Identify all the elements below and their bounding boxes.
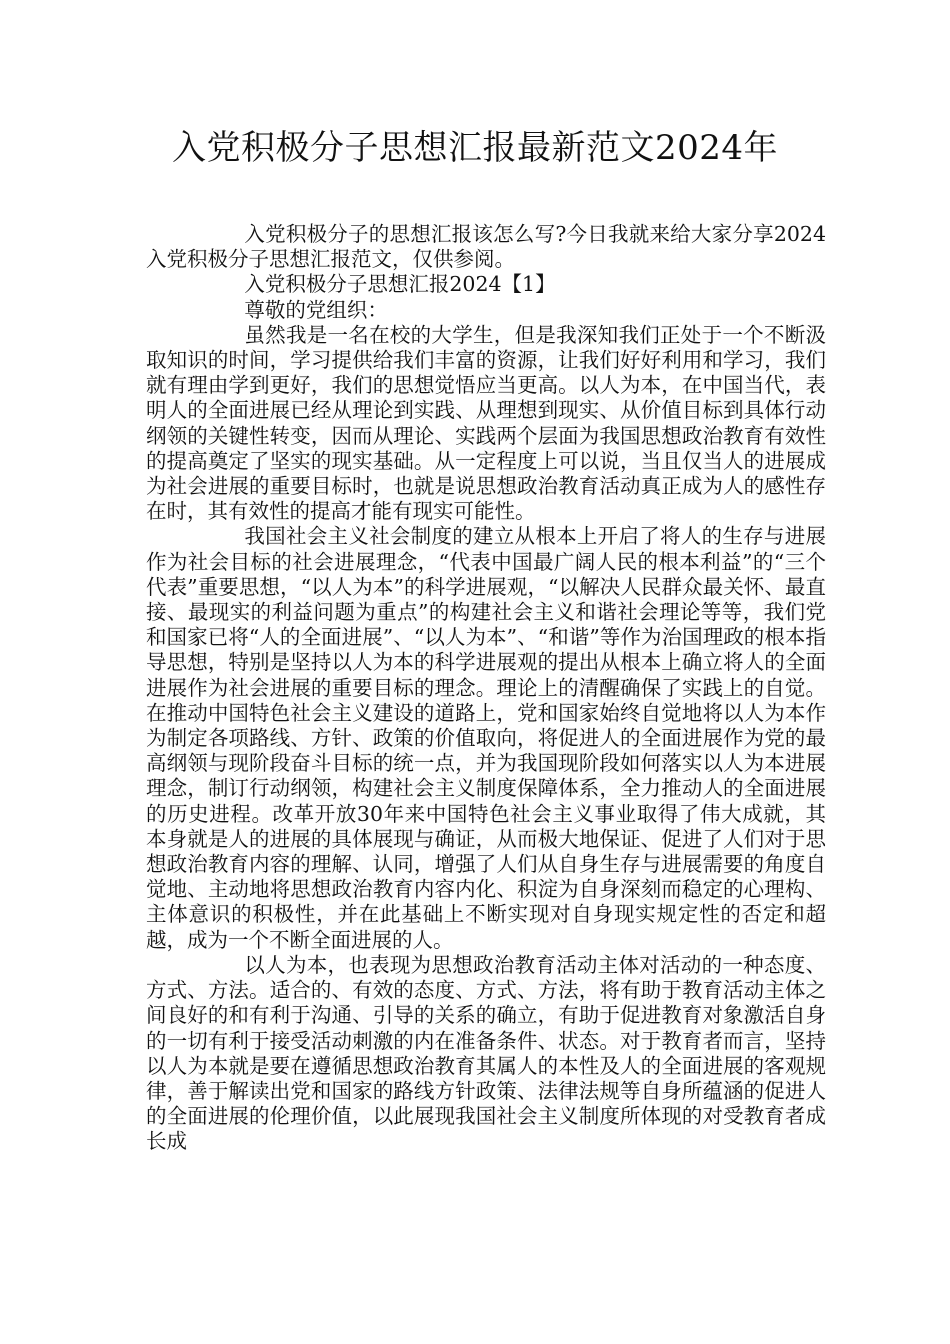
section-heading: 入党积极分子思想汇报2024【1】 xyxy=(244,272,556,297)
body-paragraph: 我国社会主义社会制度的建立从根本上开启了将人的生存与进展作为社会目标的社会进展理念，“代表中国最广阔人民的根本利益”的“三个代表”重要思想，“以人为本”的科学进展观，“以解决人民群众最关怀、最直接、最现实的利益问题为重点”的构建社会主义和谐社会理论等等，我们党和国家已将“人的全面进展”、“以人为本”、“和谐”等作为治国理政的根本指导思想，特别是坚持以人为本的科学进展观的提出从根本上确立将人的全面进展作为社会进展的重要目标的理念。理论上的清醒确保了实践上的自觉。在推动中国特色社会主义建设的道路上，党和国家始终自觉地将以人为本作为制定各项路线、方针、政策的价值取向，将促进人的全面进展作为党的最高纲领与现阶段奋斗目标的统一点，并为我国现阶段如何落实以人为本进展理念，制订行动纲领，构建社会主义制度保障体系，全力推动人的全面进展的历史进程。改革开放30年来中国特色社会主义事业取得了伟大成就，其本身就是人的进展的具体展现与确证，从而极大地保证、促进了人们对于思想政治教育内容的理解、认同，增强了人们从自身生存与进展需要的角度自觉地、主动地将思想政治教育内容内化、积淀为自身深刻而稳定的心理构、主体意识的积极性，并在此基础上不断实现对自身现实规定性的否定和超越，成为一个不断全面进展的人。 xyxy=(146,524,826,952)
document-body xyxy=(146,222,826,1155)
intro-paragraph: 入党积极分子的思想汇报该怎么写?今日我就来给大家分享2024入党积极分子思想汇报范文，仅供参阅。 xyxy=(146,222,826,272)
body-paragraph: 虽然我是一名在校的大学生，但是我深知我们正处于一个不断汲取知识的时间，学习提供给我们丰富的资源，让我们好好利用和学习，我们就有理由学到更好，我们的思想觉悟应当更高。以人为本，在中国当代，表明人的全面进展已经从理论到实践、从理想到现实、从价值目标到具体行动纲领的关键性转变，因而从理论、实践两个层面为我国思想政治教育有效性的提高奠定了坚实的现实基础。从一定程度上可以说，当且仅当人的进展成为社会进展的重要目标时，也就是说思想政治教育活动真正成为人的感性存在时，其有效性的提高才能有现实可能性。 xyxy=(146,322,826,524)
document-title: 入党积极分子思想汇报最新范文2024年 xyxy=(171,128,779,168)
body-paragraph: 以人为本，也表现为思想政治教育活动主体对活动的一种态度、方式、方法。适合的、有效的态度、方式、方法，将有助于教育活动主体之间良好的和有利于沟通、引导的关系的确立，有助于促进教育对象激活自身的一切有利于接受活动刺激的内在准备条件、状态。对于教育者而言，坚持以人为本就是要在遵循思想政治教育其属人的本性及人的全面进展的客观规律，善于解读出党和国家的路线方针政策、法律法规等自身所蕴涵的促进人的全面进展的伦理价值，以此展现我国社会主义制度所体现的对受教育者成长成 xyxy=(146,952,826,1154)
salutation: 尊敬的党组织： xyxy=(244,297,388,322)
